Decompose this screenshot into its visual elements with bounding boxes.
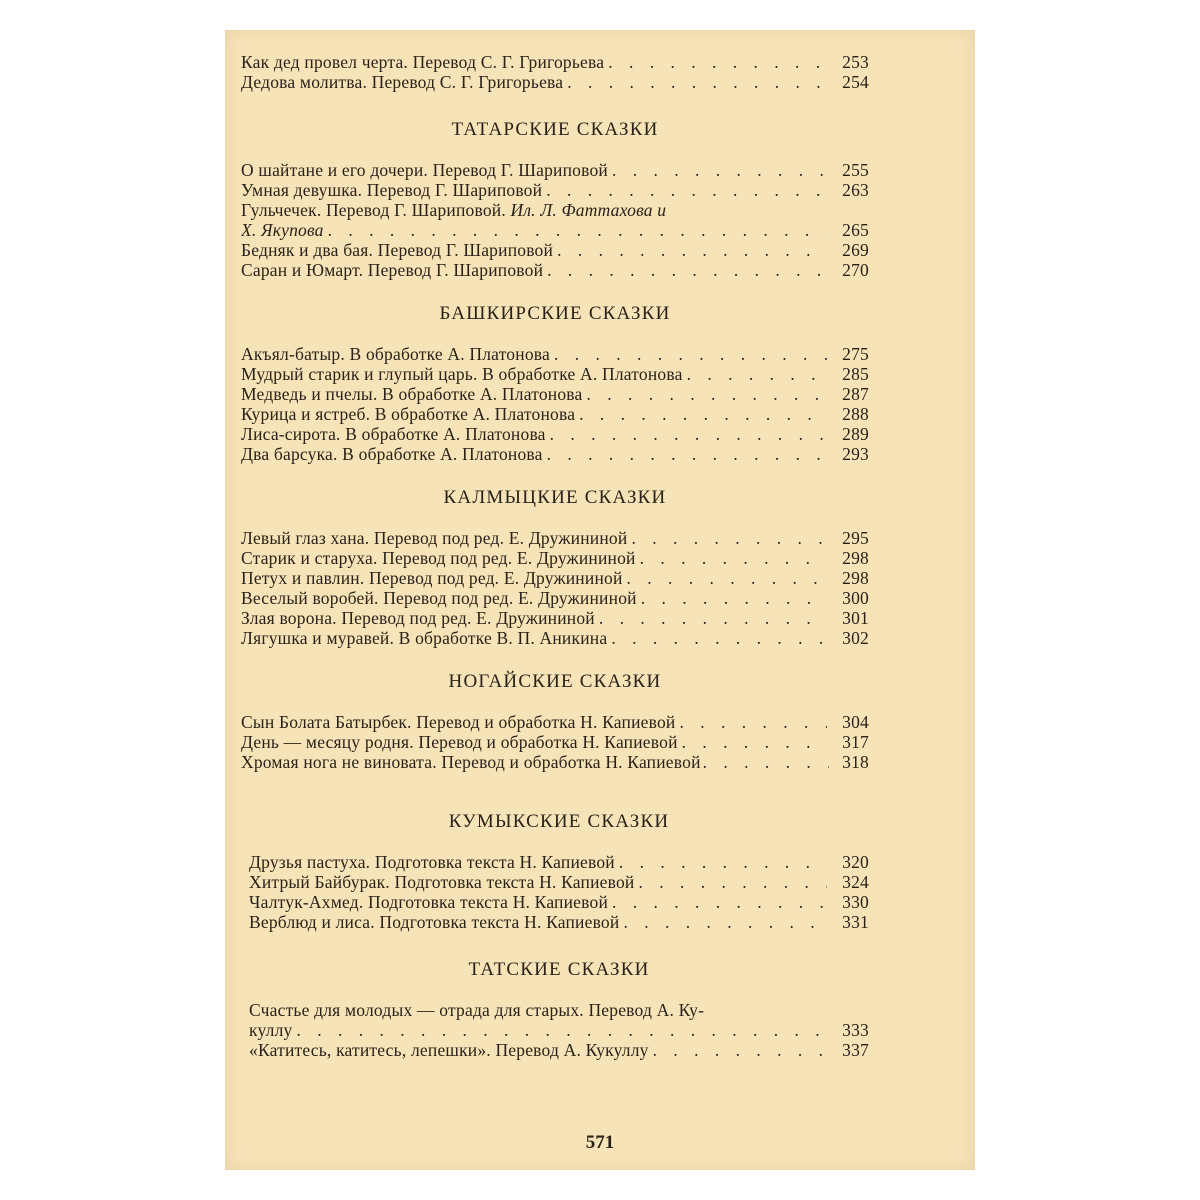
toc-entry-title: Хитрый Байбурак. Подготовка текста Н. Капиевой bbox=[249, 872, 635, 892]
toc-entry-title: Саран и Юмарт. Перевод Г. Шариповой bbox=[241, 260, 544, 280]
toc-page-number: 300 bbox=[842, 588, 869, 608]
toc-entry-title: Сын Болата Батырбек. Перевод и обработка Н. Капиевой bbox=[241, 712, 676, 732]
dot-leader bbox=[557, 240, 827, 260]
toc-entry bbox=[241, 568, 869, 588]
toc-entry-title: Мудрый старик и глупый царь. В обработке А. Платонова bbox=[241, 364, 683, 384]
section-kumyk bbox=[241, 810, 869, 932]
section-tatar bbox=[241, 118, 869, 280]
toc-entry bbox=[241, 732, 869, 752]
section-kalmyk bbox=[241, 486, 869, 648]
toc-page-number: 255 bbox=[842, 160, 869, 180]
toc-entry-title: Лягушка и муравей. В обработке В. П. Аникина bbox=[241, 628, 608, 648]
section-tat bbox=[241, 958, 869, 1060]
toc-entry bbox=[241, 548, 869, 568]
section-title: ТАТАРСКИЕ СКАЗКИ bbox=[451, 119, 659, 140]
toc-entry-title: Дедова молитва. Перевод С. Г. Григорьева bbox=[241, 72, 564, 92]
toc-entry-line bbox=[249, 1020, 869, 1040]
dot-leader bbox=[554, 344, 827, 364]
section-nogai bbox=[241, 670, 869, 772]
toc-page-number: 302 bbox=[842, 628, 869, 648]
section-title: КАЛМЫЦКИЕ СКАЗКИ bbox=[443, 487, 667, 508]
dot-leader bbox=[687, 364, 827, 384]
toc-entry-title: Хромая нога не виновата. Перевод и обработка Н. Капиевой bbox=[241, 752, 701, 772]
section-title: КУМЫКСКИЕ СКАЗКИ bbox=[448, 811, 670, 832]
toc-entry-title: О шайтане и его дочери. Перевод Г. Шариповой bbox=[241, 160, 608, 180]
toc-page-number: 275 bbox=[842, 344, 869, 364]
toc-page-number: 320 bbox=[842, 852, 869, 872]
toc-entry-title: Бедняк и два бая. Перевод Г. Шариповой bbox=[241, 240, 554, 260]
toc-entry bbox=[249, 872, 869, 892]
toc-entry bbox=[241, 344, 869, 364]
dot-leader bbox=[679, 712, 827, 732]
toc-page-number: 331 bbox=[842, 912, 869, 932]
section-title: ТАТСКИЕ СКАЗКИ bbox=[468, 959, 650, 980]
table-of-contents bbox=[241, 52, 869, 1060]
toc-entry bbox=[241, 752, 869, 772]
toc-entry bbox=[241, 260, 869, 280]
dot-leader bbox=[623, 912, 827, 932]
toc-page-number: 263 bbox=[842, 180, 869, 200]
toc-entry bbox=[241, 424, 869, 444]
dot-leader bbox=[627, 568, 827, 588]
toc-entry-title: Гульчечек. Перевод Г. Шариповой. bbox=[241, 200, 506, 220]
toc-page-number: 318 bbox=[842, 752, 869, 772]
toc-page-number: 317 bbox=[842, 732, 869, 752]
toc-entry-title: Лиса-сирота. В обработке А. Платонова bbox=[241, 424, 546, 444]
toc-entry-title: Умная девушка. Перевод Г. Шариповой bbox=[241, 180, 543, 200]
toc-entry bbox=[241, 628, 869, 648]
toc-page-number: 295 bbox=[842, 528, 869, 548]
toc-page-number: 330 bbox=[842, 892, 869, 912]
toc-page-number: 253 bbox=[842, 52, 869, 72]
dot-leader bbox=[653, 1040, 827, 1060]
toc-entry-multiline bbox=[241, 200, 869, 240]
toc-entry bbox=[241, 588, 869, 608]
toc-page-number: 304 bbox=[842, 712, 869, 732]
toc-entry-title: День — месяцу родня. Перевод и обработка Н. Капиевой bbox=[241, 732, 678, 752]
dot-leader bbox=[608, 52, 827, 72]
dot-leader bbox=[638, 872, 827, 892]
dot-leader bbox=[550, 424, 827, 444]
dot-leader bbox=[612, 892, 827, 912]
illustrator-credit: Х. Якупова bbox=[241, 220, 324, 240]
toc-page-number: 285 bbox=[842, 364, 869, 384]
toc-entry-title: Чалтук-Ахмед. Подготовка текста Н. Капиевой bbox=[249, 892, 609, 912]
toc-continuation bbox=[241, 52, 869, 92]
toc-entry-title: Акъял-батыр. В обработке А. Платонова bbox=[241, 344, 550, 364]
toc-entry bbox=[241, 364, 869, 384]
toc-entry-line bbox=[241, 200, 869, 220]
toc-entry bbox=[241, 240, 869, 260]
toc-entry bbox=[241, 180, 869, 200]
toc-page-number: 298 bbox=[842, 548, 869, 568]
toc-entry bbox=[241, 160, 869, 180]
toc-entry bbox=[241, 384, 869, 404]
toc-entry-title: Счастье для молодых — отрада для старых. Перевод А. Ку- bbox=[249, 1000, 705, 1020]
page-number: 571 bbox=[585, 1132, 615, 1153]
book-page bbox=[225, 30, 975, 1170]
toc-page-number: 287 bbox=[842, 384, 869, 404]
section-title: НОГАЙСКИЕ СКАЗКИ bbox=[448, 671, 662, 692]
section-bashkir bbox=[241, 302, 869, 464]
toc-entry bbox=[241, 72, 869, 92]
dot-leader bbox=[547, 260, 827, 280]
toc-entry-title: куллу bbox=[249, 1020, 293, 1040]
toc-entry bbox=[249, 852, 869, 872]
toc-entry-title: Веселый воробей. Перевод под ред. Е. Дружининой bbox=[241, 588, 637, 608]
toc-entry-title: Друзья пастуха. Подготовка текста Н. Капиевой bbox=[249, 852, 615, 872]
toc-entry-title: Два барсука. В обработке А. Платонова bbox=[241, 444, 543, 464]
toc-page-number: 333 bbox=[842, 1020, 869, 1040]
toc-entry bbox=[241, 444, 869, 464]
dot-leader bbox=[328, 220, 827, 240]
toc-page-number: 301 bbox=[842, 608, 869, 628]
toc-entry-title: Курица и ястреб. В обработке А. Платонова bbox=[241, 404, 576, 424]
toc-entry bbox=[249, 892, 869, 912]
dot-leader bbox=[703, 752, 829, 772]
toc-page-number: 265 bbox=[842, 220, 869, 240]
toc-entry-title: Медведь и пчелы. В обработке А. Платонова bbox=[241, 384, 583, 404]
toc-entry-title: Как дед провел черта. Перевод С. Г. Григорьева bbox=[241, 52, 605, 72]
toc-entry-title: «Катитесь, катитесь, лепешки». Перевод А. Кукуллу bbox=[249, 1040, 649, 1060]
toc-page-number: 254 bbox=[842, 72, 869, 92]
toc-page-number: 289 bbox=[842, 424, 869, 444]
toc-page-number: 293 bbox=[842, 444, 869, 464]
toc-entry bbox=[249, 912, 869, 932]
dot-leader bbox=[547, 444, 827, 464]
toc-page-number: 324 bbox=[842, 872, 869, 892]
dot-leader bbox=[682, 732, 827, 752]
dot-leader bbox=[640, 548, 827, 568]
toc-page-number: 270 bbox=[842, 260, 869, 280]
dot-leader bbox=[546, 180, 827, 200]
toc-entry-line bbox=[241, 220, 869, 240]
toc-entry bbox=[241, 52, 869, 72]
toc-entry bbox=[249, 1040, 869, 1060]
dot-leader bbox=[611, 628, 827, 648]
dot-leader bbox=[579, 404, 827, 424]
toc-entry-title: Старик и старуха. Перевод под ред. Е. Дружининой bbox=[241, 548, 636, 568]
toc-entry-multiline bbox=[249, 1000, 869, 1040]
toc-entry-title: Петух и павлин. Перевод под ред. Е. Дружининой bbox=[241, 568, 623, 588]
dot-leader bbox=[567, 72, 827, 92]
toc-entry-title: Левый глаз хана. Перевод под ред. Е. Дружининой bbox=[241, 528, 628, 548]
toc-entry bbox=[241, 404, 869, 424]
section-title: БАШКИРСКИЕ СКАЗКИ bbox=[439, 303, 671, 324]
dot-leader bbox=[296, 1020, 827, 1040]
toc-page-number: 269 bbox=[842, 240, 869, 260]
dot-leader bbox=[599, 608, 827, 628]
toc-entry-title: Верблюд и лиса. Подготовка текста Н. Капиевой bbox=[249, 912, 620, 932]
toc-page-number: 288 bbox=[842, 404, 869, 424]
dot-leader bbox=[587, 384, 828, 404]
toc-entry-title: Злая ворона. Перевод под ред. Е. Дружининой bbox=[241, 608, 595, 628]
dot-leader bbox=[641, 588, 827, 608]
illustrator-credit: Ил. Л. Фаттахова и bbox=[510, 200, 667, 220]
toc-page-number: 337 bbox=[842, 1040, 869, 1060]
toc-entry bbox=[241, 608, 869, 628]
toc-entry bbox=[241, 528, 869, 548]
toc-page-number: 298 bbox=[842, 568, 869, 588]
dot-leader bbox=[619, 852, 827, 872]
toc-entry bbox=[241, 712, 869, 732]
dot-leader bbox=[631, 528, 827, 548]
dot-leader bbox=[612, 160, 827, 180]
